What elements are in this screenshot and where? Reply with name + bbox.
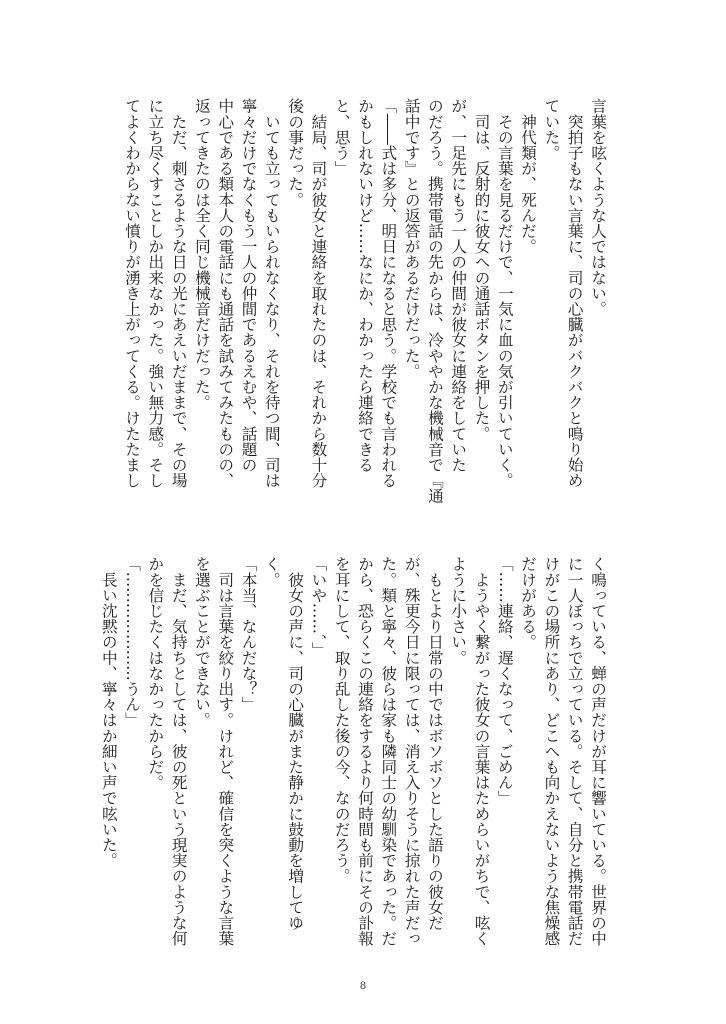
text-line: もとより日常の中ではボソボソとした語りの彼女だ [425,556,444,931]
text-line: その言葉を見るだけで、一気に血の気が引いていく。 [495,98,514,488]
text-line: ていた。 [542,98,561,161]
text-line: 結局、司が彼女と連絡を取れたのは、それから数十分 [309,98,328,488]
text-line: けがこの場所にあり、どこへも向かえないような焦燥感 [542,556,561,946]
page-number: 8 [360,978,366,992]
text-line: まだ、気持ちとしては、彼の死という現実のような何 [169,556,188,946]
text-line: 言葉を呟くような人ではない。 [589,98,607,317]
text-line: 中心である類本人の電話にも通話を試みてみたものの、 [216,98,235,488]
text-line: と、思う」 [332,98,351,176]
text-line: 寧々だけでなくもう一人の仲間であるえむや、話題の [239,98,258,473]
text-line: 司は、反射的に彼女への通話ボタンを押した。 [472,98,491,442]
text-line: を選ぶことができない。 [192,556,211,728]
text-line: 神代類が、死んだ。 [519,98,538,254]
text-line: ただ、刺さるような日の光にあえいだままで、その場 [169,98,188,488]
text-line: ように小さい。 [449,556,468,666]
text-line: に一人ぼっちで立っている。そして、自分と携帯電話だ [565,556,584,946]
text-line: 長い沈黙の中、寧々はか細い声で呟いた。 [99,556,118,868]
text-line: 彼女の声に、司の心臓がまた静かに鼓動を増してゆ [286,556,305,931]
text-line: 突拍子もない言葉に、司の心臓がバクバクと鳴り始め [565,98,584,488]
text-line: 「いや……、」 [309,556,328,658]
text-line: ようやく繋がった彼女の言葉はためらいがちで、呟く [472,556,491,946]
text-line: いても立ってもいられなくなり、それを待つ間、司は [262,98,281,488]
text-line: が、一足先にもう一人の仲間が彼女に連絡をしていた [449,98,468,473]
text-line: から、恐らくこの連絡をするより何時間も前にその訃報 [356,556,375,946]
text-line: 「――式は多分、明日になると思う。学校でも言われる [379,98,398,488]
text-line: 返ってきたのは全く同じ機械音だけだった。 [192,98,211,410]
text-line: のだろう。携帯電話の先からは、冷ややかな機械音で『通 [425,98,444,504]
text-line: 後の事だった。 [286,98,305,208]
text-line: てよくわからない憤りが湧き上がってくる。けたたまし [123,98,142,488]
text-line: 「…………………うん」 [123,556,142,728]
text-line: かを信じたくはなかったからだ。 [146,556,165,790]
text-line: 「……連絡、遅くなって、ごめん」 [495,556,514,806]
text-line: に立ち尽くすことしか出来なかった。強い無力感。そし [146,98,165,488]
text-line: 「本当、なんだな？」 [239,556,258,712]
text-block-lower [94,556,609,946]
text-line: だけがある。 [519,556,538,650]
text-line: く鳴っている、蝉の声だけが耳に響いている。世界の中 [589,556,607,946]
text-line: 司は言葉を絞り出す。けれど、確信を突くような言葉 [216,556,235,946]
text-line: を耳にして、取り乱した後の今、なのだろう。 [332,556,351,884]
text-line: が、殊更今日に限っては、消え入りそうに掠れた声だっ [402,556,421,946]
text-line: かもしれないけど……なにか、わかったら連絡できる [356,98,375,473]
text-block-upper [94,98,609,504]
text-line: く。 [262,556,281,588]
text-line: た。類と寧々、彼らは家も隣同士の幼馴染であった。だ [379,556,398,946]
text-line: 話中です』との返答があるだけだった。 [402,98,421,379]
